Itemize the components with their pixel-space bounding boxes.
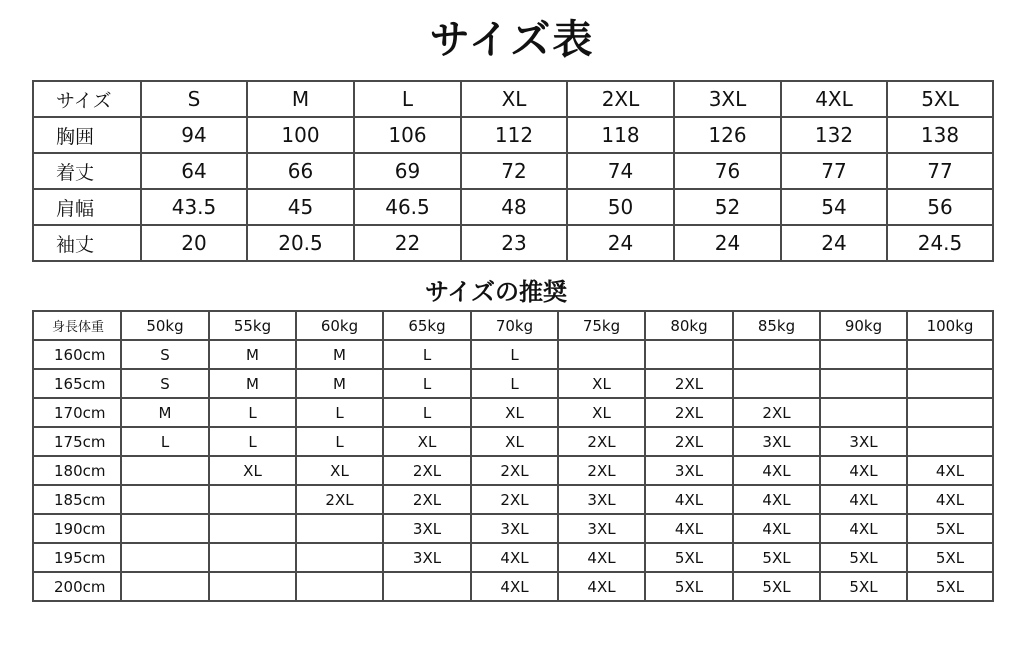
height-label: 200cm [33, 572, 121, 601]
recommended-size-cell: L [209, 427, 296, 456]
recommended-size-cell [907, 369, 993, 398]
measurement-cell: 77 [781, 153, 887, 189]
recommended-size-cell: 4XL [558, 572, 645, 601]
measurement-label: 着丈 [33, 153, 141, 189]
recommended-size-cell: 4XL [471, 543, 558, 572]
height-weight-header: 身長体重 [33, 311, 121, 340]
recommended-size-cell [121, 543, 209, 572]
measurement-cell: 126 [674, 117, 781, 153]
measurement-label: 胸囲 [33, 117, 141, 153]
recommended-size-cell [209, 572, 296, 601]
recommended-size-cell [209, 543, 296, 572]
recommended-size-cell: 5XL [733, 543, 820, 572]
measurement-cell: 46.5 [354, 189, 461, 225]
recommended-size-cell [907, 427, 993, 456]
measurement-cell: 45 [247, 189, 354, 225]
measurement-cell: 72 [461, 153, 567, 189]
measurement-cell: 138 [887, 117, 993, 153]
recommended-size-cell: 4XL [820, 485, 907, 514]
recommended-size-cell [296, 543, 383, 572]
recommended-size-cell: XL [296, 456, 383, 485]
size-header-cell: M [247, 81, 354, 117]
recommended-size-cell: 4XL [820, 456, 907, 485]
recommended-size-cell: M [121, 398, 209, 427]
recommended-size-cell: 2XL [296, 485, 383, 514]
height-row [33, 427, 993, 456]
height-row [33, 398, 993, 427]
recommended-size-cell [121, 572, 209, 601]
recommended-size-cell: XL [558, 369, 645, 398]
measurement-cell: 20 [141, 225, 247, 261]
recommended-size-cell: XL [383, 427, 471, 456]
recommended-size-cell [296, 514, 383, 543]
recommended-size-cell: 3XL [820, 427, 907, 456]
height-label: 190cm [33, 514, 121, 543]
measurement-cell: 24 [567, 225, 674, 261]
recommended-size-cell: 2XL [645, 427, 733, 456]
recommended-size-cell: M [209, 340, 296, 369]
height-row [33, 514, 993, 543]
measurement-cell: 48 [461, 189, 567, 225]
recommended-size-cell [820, 340, 907, 369]
height-label: 195cm [33, 543, 121, 572]
measurement-cell: 56 [887, 189, 993, 225]
recommended-size-cell [645, 340, 733, 369]
recommended-size-cell: L [471, 340, 558, 369]
section-subtitle: サイズの推奨 [424, 278, 568, 306]
recommended-size-cell: XL [209, 456, 296, 485]
recommended-size-cell: 4XL [558, 543, 645, 572]
height-label: 180cm [33, 456, 121, 485]
size-header-cell: 5XL [887, 81, 993, 117]
recommended-size-cell: 4XL [820, 514, 907, 543]
recommended-size-cell: 3XL [558, 514, 645, 543]
recommended-size-cell: 4XL [907, 485, 993, 514]
recommended-size-cell [907, 340, 993, 369]
measurement-cell: 66 [247, 153, 354, 189]
height-row [33, 543, 993, 572]
recommended-size-cell: L [383, 369, 471, 398]
recommended-size-cell: 5XL [907, 514, 993, 543]
recommended-size-cell: 2XL [383, 456, 471, 485]
recommended-size-cell: 5XL [907, 543, 993, 572]
size-header-cell: L [354, 81, 461, 117]
recommended-size-cell: L [383, 398, 471, 427]
measurement-label: 袖丈 [33, 225, 141, 261]
weight-header-cell: 80kg [645, 311, 733, 340]
height-label: 170cm [33, 398, 121, 427]
recommended-size-cell: 5XL [820, 572, 907, 601]
measurement-cell: 106 [354, 117, 461, 153]
recommended-size-cell: L [296, 427, 383, 456]
recommended-size-cell [121, 456, 209, 485]
measurement-cell: 64 [141, 153, 247, 189]
measurement-cell: 132 [781, 117, 887, 153]
measurement-cell: 77 [887, 153, 993, 189]
height-row [33, 369, 993, 398]
recommended-size-cell: L [209, 398, 296, 427]
measurement-cell: 50 [567, 189, 674, 225]
size-header-cell: サイズ [33, 81, 141, 117]
measurement-cell: 54 [781, 189, 887, 225]
measurement-cell: 43.5 [141, 189, 247, 225]
height-row [33, 340, 993, 369]
recommended-size-cell: M [209, 369, 296, 398]
recommended-size-cell [121, 485, 209, 514]
measurement-cell: 20.5 [247, 225, 354, 261]
recommended-size-cell: 5XL [820, 543, 907, 572]
page-title: サイズ表 [429, 17, 595, 63]
weight-header-cell: 85kg [733, 311, 820, 340]
recommended-size-cell [383, 572, 471, 601]
size-header-cell: 2XL [567, 81, 674, 117]
recommended-size-cell [907, 398, 993, 427]
height-label: 165cm [33, 369, 121, 398]
recommended-size-cell: 3XL [383, 543, 471, 572]
recommended-size-cell: 2XL [471, 485, 558, 514]
weight-header-row [33, 311, 993, 340]
height-label: 175cm [33, 427, 121, 456]
measurement-cell: 118 [567, 117, 674, 153]
size-header-cell: S [141, 81, 247, 117]
weight-header-cell: 100kg [907, 311, 993, 340]
weight-header-cell: 55kg [209, 311, 296, 340]
weight-header-cell: 65kg [383, 311, 471, 340]
measurement-cell: 100 [247, 117, 354, 153]
size-header-cell: XL [461, 81, 567, 117]
recommended-size-cell: 3XL [558, 485, 645, 514]
recommended-size-cell: 4XL [645, 514, 733, 543]
recommended-size-cell: 5XL [733, 572, 820, 601]
recommended-size-cell: M [296, 369, 383, 398]
size-row-sleeve [33, 225, 993, 261]
recommended-size-cell: 2XL [383, 485, 471, 514]
recommended-size-cell: 2XL [558, 427, 645, 456]
height-row [33, 456, 993, 485]
recommended-size-cell: 4XL [471, 572, 558, 601]
recommended-size-cell: 2XL [645, 369, 733, 398]
measurement-cell: 24 [781, 225, 887, 261]
recommended-size-cell: L [296, 398, 383, 427]
size-row-length [33, 153, 993, 189]
measurement-cell: 22 [354, 225, 461, 261]
weight-header-cell: 60kg [296, 311, 383, 340]
recommended-size-cell: XL [471, 427, 558, 456]
recommended-size-cell: 3XL [645, 456, 733, 485]
recommended-size-cell: L [471, 369, 558, 398]
recommended-size-cell [296, 572, 383, 601]
recommended-size-cell: 2XL [558, 456, 645, 485]
measurement-cell: 24 [674, 225, 781, 261]
measurement-cell: 69 [354, 153, 461, 189]
weight-header-cell: 70kg [471, 311, 558, 340]
recommended-size-cell [733, 369, 820, 398]
size-header-row [33, 81, 993, 117]
height-row [33, 485, 993, 514]
recommended-size-cell: 3XL [383, 514, 471, 543]
recommended-size-cell: L [121, 427, 209, 456]
size-header-cell: 4XL [781, 81, 887, 117]
weight-header-cell: 90kg [820, 311, 907, 340]
recommended-size-cell: 2XL [471, 456, 558, 485]
size-row-chest [33, 117, 993, 153]
recommended-size-cell: 4XL [733, 514, 820, 543]
measurement-cell: 94 [141, 117, 247, 153]
recommended-size-cell [558, 340, 645, 369]
size-header-cell: 3XL [674, 81, 781, 117]
size-recommendation-table [32, 310, 994, 602]
measurement-cell: 23 [461, 225, 567, 261]
recommended-size-cell: M [296, 340, 383, 369]
size-row-shoulder [33, 189, 993, 225]
weight-header-cell: 75kg [558, 311, 645, 340]
recommended-size-cell: S [121, 369, 209, 398]
recommended-size-cell: L [383, 340, 471, 369]
recommended-size-cell: 5XL [907, 572, 993, 601]
recommended-size-cell [820, 398, 907, 427]
recommended-size-cell: XL [471, 398, 558, 427]
recommended-size-cell: 2XL [733, 398, 820, 427]
recommended-size-cell: 4XL [733, 485, 820, 514]
recommended-size-cell: 5XL [645, 543, 733, 572]
weight-header-cell: 50kg [121, 311, 209, 340]
height-label: 160cm [33, 340, 121, 369]
recommended-size-cell: 5XL [645, 572, 733, 601]
recommended-size-cell [209, 514, 296, 543]
recommended-size-cell: 4XL [733, 456, 820, 485]
measurement-cell: 112 [461, 117, 567, 153]
measurement-cell: 74 [567, 153, 674, 189]
recommended-size-cell: 3XL [733, 427, 820, 456]
measurement-label: 肩幅 [33, 189, 141, 225]
size-chart-table [32, 80, 994, 262]
height-label: 185cm [33, 485, 121, 514]
recommended-size-cell [121, 514, 209, 543]
measurement-cell: 24.5 [887, 225, 993, 261]
recommended-size-cell: 3XL [471, 514, 558, 543]
measurement-cell: 76 [674, 153, 781, 189]
recommended-size-cell: 2XL [645, 398, 733, 427]
recommended-size-cell: 4XL [645, 485, 733, 514]
recommended-size-cell: 4XL [907, 456, 993, 485]
recommended-size-cell: XL [558, 398, 645, 427]
recommended-size-cell: S [121, 340, 209, 369]
height-row [33, 572, 993, 601]
recommended-size-cell [820, 369, 907, 398]
measurement-cell: 52 [674, 189, 781, 225]
recommended-size-cell [209, 485, 296, 514]
recommended-size-cell [733, 340, 820, 369]
